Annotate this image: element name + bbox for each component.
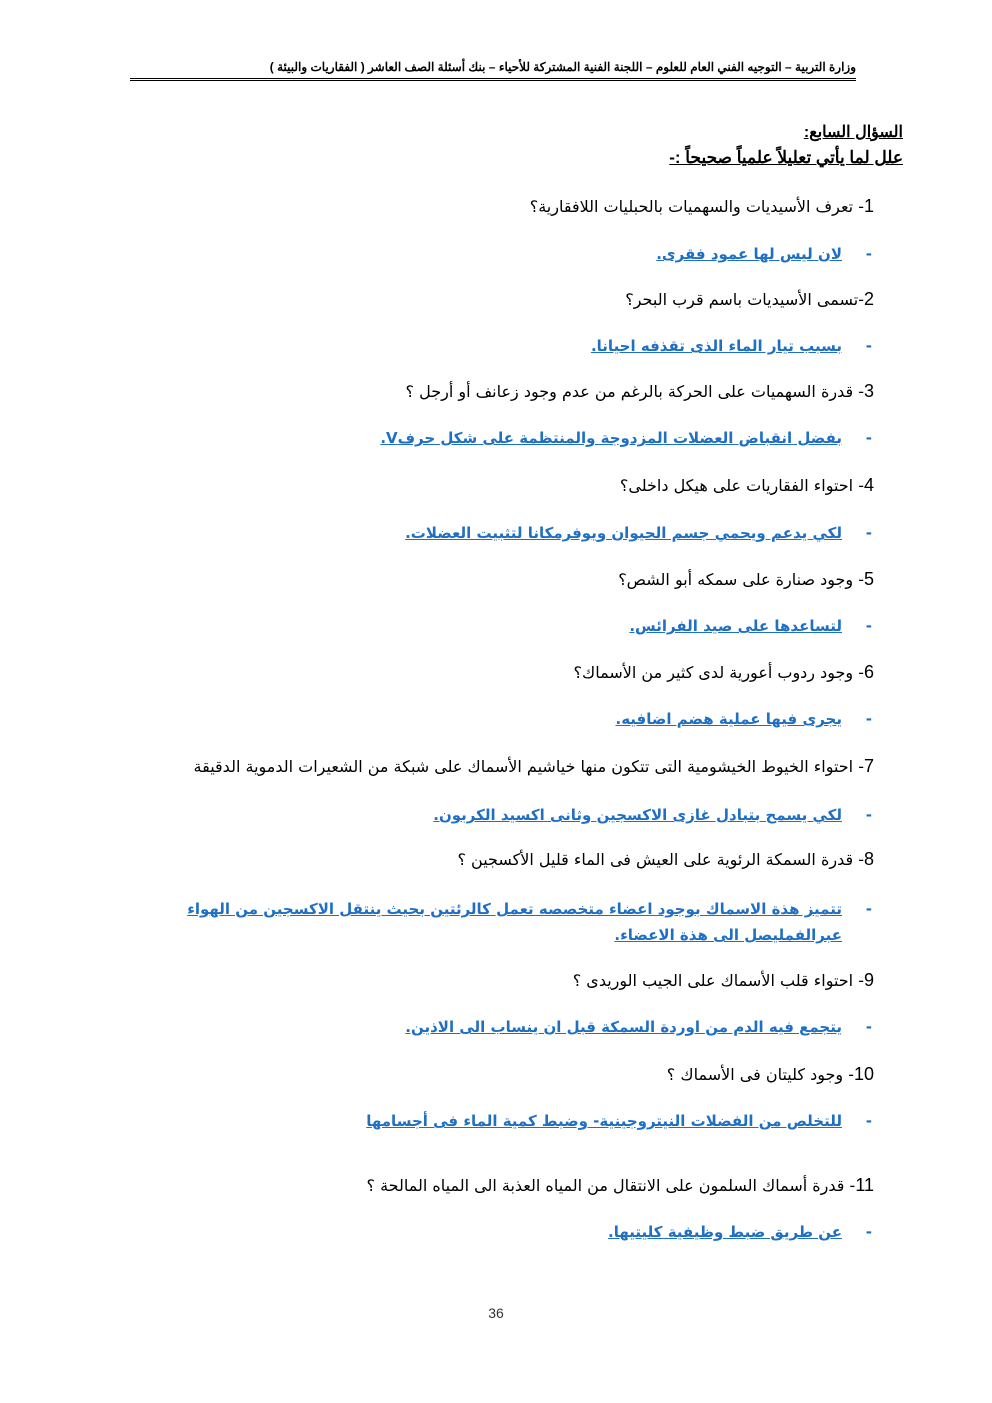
page-number: 36	[488, 1305, 504, 1321]
question-text: -تسمى الأسيديات باسم قرب البحر؟	[625, 290, 864, 309]
question-7	[194, 756, 874, 777]
question-text: - احتواء الفقاريات على هيكل داخلى؟	[619, 476, 864, 495]
question-text: - وجود صنارة على سمكه أبو الشص؟	[618, 570, 864, 589]
question-number: 8	[863, 849, 874, 869]
answer-text: بسبب تيار الماء الذى تقذفه احيانا.	[590, 337, 842, 355]
answer-8	[182, 896, 872, 948]
answer-text: لتساعدها على صيد الفرائس.	[629, 617, 842, 635]
question-number: 4	[863, 475, 874, 495]
answer-text: بفضل انقباض العضلات المزدوجة والمنتظمة على شكل حرفV.	[380, 429, 842, 447]
answer-11	[608, 1223, 872, 1241]
question-5	[618, 569, 874, 590]
question-number: 2	[863, 289, 874, 309]
answer-text: تتميز هذة الاسماك بوجود اعضاء متخصصه تعمل كالرئتين بحيث ينتقل الاكسجين من الهواء عبرالفمليصل الى هذة الاعضاء.	[187, 900, 842, 944]
answer-text: لان ليس لها عمود فقرى.	[656, 245, 842, 263]
answer-dash: -	[865, 617, 872, 635]
answer-3	[380, 429, 872, 447]
question-6	[574, 662, 874, 683]
question-number: 1	[863, 196, 874, 216]
question-text: - قدرة السهميات على الحركة بالرغم من عدم وجود زعانف أو أرجل ؟	[405, 382, 864, 401]
answer-2	[591, 337, 872, 355]
question-number: 6	[863, 662, 874, 682]
answer-text: لكي يسمح بتبادل غازى الاكسجين وثانى اكسيد الكربون.	[433, 806, 842, 824]
answer-dash: -	[865, 710, 872, 728]
question-8	[457, 849, 874, 870]
question-text: - احتواء قلب الأسماك على الجيب الوريدى ؟	[572, 971, 864, 990]
answer-10	[366, 1112, 872, 1130]
answer-6	[616, 710, 873, 728]
question-text: - وجود كليتان فى الأسماك ؟	[666, 1065, 854, 1084]
answer-text: لكي يدعم ويحمي جسم الحيوان ويوفرمكانا لتثبيت العضلات.	[405, 524, 842, 542]
question-text: - وجود ردوب أعورية لدى كثير من الأسماك؟	[573, 663, 864, 682]
answer-1	[656, 245, 872, 263]
question-number: 3	[863, 381, 874, 401]
question-text: - قدرة أسماك السلمون على الانتقال من المياه العذبة الى المياه المالحة ؟	[366, 1176, 856, 1195]
question-number: 9	[863, 970, 874, 990]
answer-dash: -	[865, 1223, 872, 1241]
answer-text: يجرى فيها عملية هضم اضافيه.	[615, 710, 842, 728]
question-11	[367, 1175, 875, 1196]
answer-9	[405, 1018, 872, 1036]
question-2	[625, 289, 874, 310]
question-number: 7	[863, 756, 874, 776]
answer-text: يتجمع فيه الدم من اوردة السمكة قبل ان ينساب الى الاذين.	[405, 1018, 842, 1036]
answer-dash: -	[865, 1112, 872, 1130]
section-instruction: علل لما يأتي تعليلاً علمياً صحيحاً :-	[669, 148, 903, 167]
question-text: - احتواء الخيوط الخيشومية التى تتكون منها خياشيم الأسماك على شبكة من الشعيرات الدموية الدقيقة	[193, 757, 864, 776]
answer-dash: -	[865, 337, 872, 355]
answer-dash: -	[865, 1018, 872, 1036]
question-3	[406, 381, 874, 402]
answer-dash: -	[865, 524, 872, 542]
question-number: 5	[863, 569, 874, 589]
question-text: - قدرة السمكة الرئوية على العيش فى الماء قليل الأكسجين ؟	[457, 850, 864, 869]
answer-5	[629, 617, 872, 635]
question-number: 11	[855, 1175, 874, 1195]
question-4	[620, 475, 874, 496]
answer-dash: -	[865, 429, 872, 447]
question-9	[573, 970, 874, 991]
answer-dash: -	[865, 245, 872, 263]
answer-text: للتخلص من الفضلات النيتروجينية- وضبط كمية الماء فى أجسامها	[366, 1112, 842, 1130]
page-header: وزارة التربية – التوجيه الفني العام للعلوم – اللجنة الفنية المشتركة للأحياء – بنك أسئلة الصف العاشر ( الفقاريات والبيئة )	[130, 60, 856, 81]
answer-text: عن طريق ضبط وظيفية كليتيها.	[608, 1223, 842, 1241]
question-number: 10	[853, 1064, 874, 1084]
answer-dash: -	[865, 806, 872, 824]
answer-dash: -	[865, 900, 872, 918]
question-text: - تعرف الأسيديات والسهميات بالحبليات اللافقارية؟	[529, 197, 864, 216]
section-title: السؤال السابع:	[803, 124, 903, 141]
question-10	[667, 1064, 874, 1085]
answer-7	[433, 806, 872, 824]
question-1	[530, 196, 874, 217]
answer-4	[405, 524, 872, 542]
